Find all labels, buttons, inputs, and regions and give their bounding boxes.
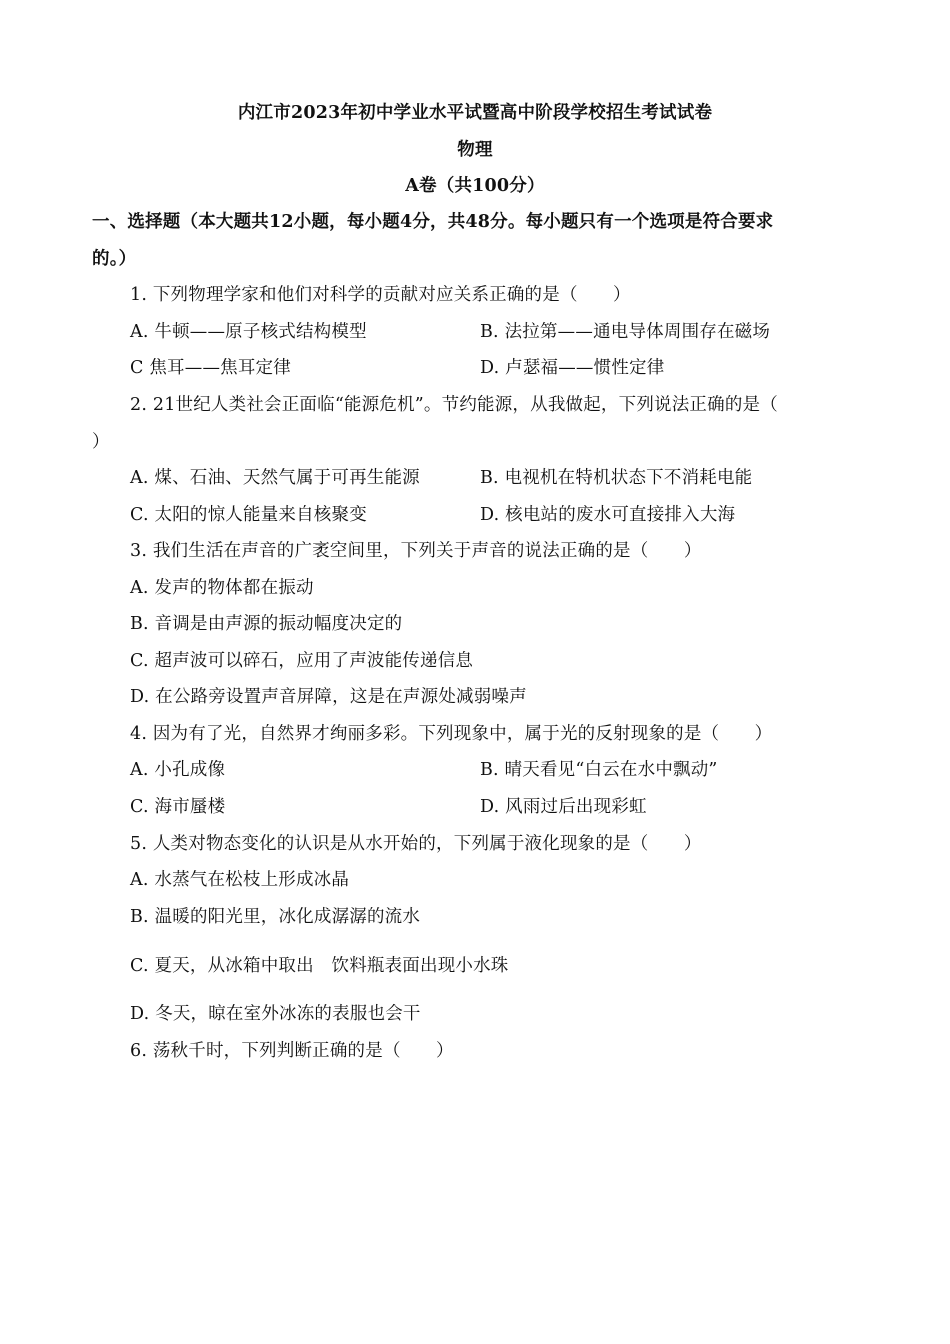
question-5-option-b: B. 温暖的阳光里，冰化成潺潺的流水 [130,907,421,927]
exam-title: 内江市2023年初中学业水平试暨高中阶段学校招生考试试卷 [237,103,713,123]
question-3-option-c: C. 超声波可以碎石，应用了声波能传递信息 [130,651,474,671]
question-1-option-b: B. 法拉第——通电导体周围存在磁场 [480,322,771,342]
question-2-option-c: C. 太阳的惊人能量来自核聚变 [130,505,367,525]
question-5-option-c: C. 夏天，从冰箱中取出 饮料瓶表面出现小水珠 [130,956,509,976]
subject-title: 物理 [457,140,493,160]
question-5-option-d: D. 冬天，晾在室外冰冻的表服也会干 [130,1004,421,1024]
question-3-stem: 3. 我们生活在声音的广袤空间里，下列关于声音的说法正确的是（ ） [130,541,702,561]
part-title: A卷（共100分） [405,176,545,196]
question-2-option-a: A. 煤、石油、天然气属于可再生能源 [130,468,420,488]
section-heading: 一、选择题（本大题共12小题，每小题4分，共48分。每小题只有一个选项是符合要求 [92,212,774,232]
question-1-option-c: C 焦耳——焦耳定律 [130,358,291,378]
question-1-stem: 1. 下列物理学家和他们对科学的贡献对应关系正确的是（ ） [130,285,631,305]
question-2-stem: 2. 21世纪人类社会正面临“能源危机”。节约能源，从我做起，下列说法正确的是（ [130,395,778,415]
question-3-option-b: B. 音调是由声源的振动幅度决定的 [130,614,403,634]
question-4-option-d: D. 风雨过后出现彩虹 [480,797,647,817]
question-4-option-c: C. 海市蜃楼 [130,797,226,817]
question-2-stem-cont: ） [92,432,110,452]
question-2-option-d: D. 核电站的废水可直接排入大海 [480,505,736,525]
question-4-option-a: A. 小孔成像 [130,760,226,780]
question-4-stem: 4. 因为有了光，自然界才绚丽多彩。下列现象中，属于光的反射现象的是（ ） [130,724,773,744]
question-1-option-a: A. 牛顿——原子核式结构模型 [130,322,367,342]
question-6-stem: 6. 荡秋千时，下列判断正确的是（ ） [130,1041,454,1061]
question-3-option-a: A. 发声的物体都在振动 [130,578,314,598]
question-1-option-d: D. 卢瑟福——惯性定律 [480,358,665,378]
section-heading-cont: 的。） [92,249,137,269]
question-2-option-b: B. 电视机在特机状态下不消耗电能 [480,468,753,488]
question-5-stem: 5. 人类对物态变化的认识是从水开始的，下列属于液化现象的是（ ） [130,834,702,854]
question-4-option-b: B. 晴天看见“白云在水中飘动” [480,760,718,780]
question-5-option-a: A. 水蒸气在松枝上形成冰晶 [130,870,350,890]
question-3-option-d: D. 在公路旁设置声音屏障，这是在声源处减弱噪声 [130,687,527,707]
